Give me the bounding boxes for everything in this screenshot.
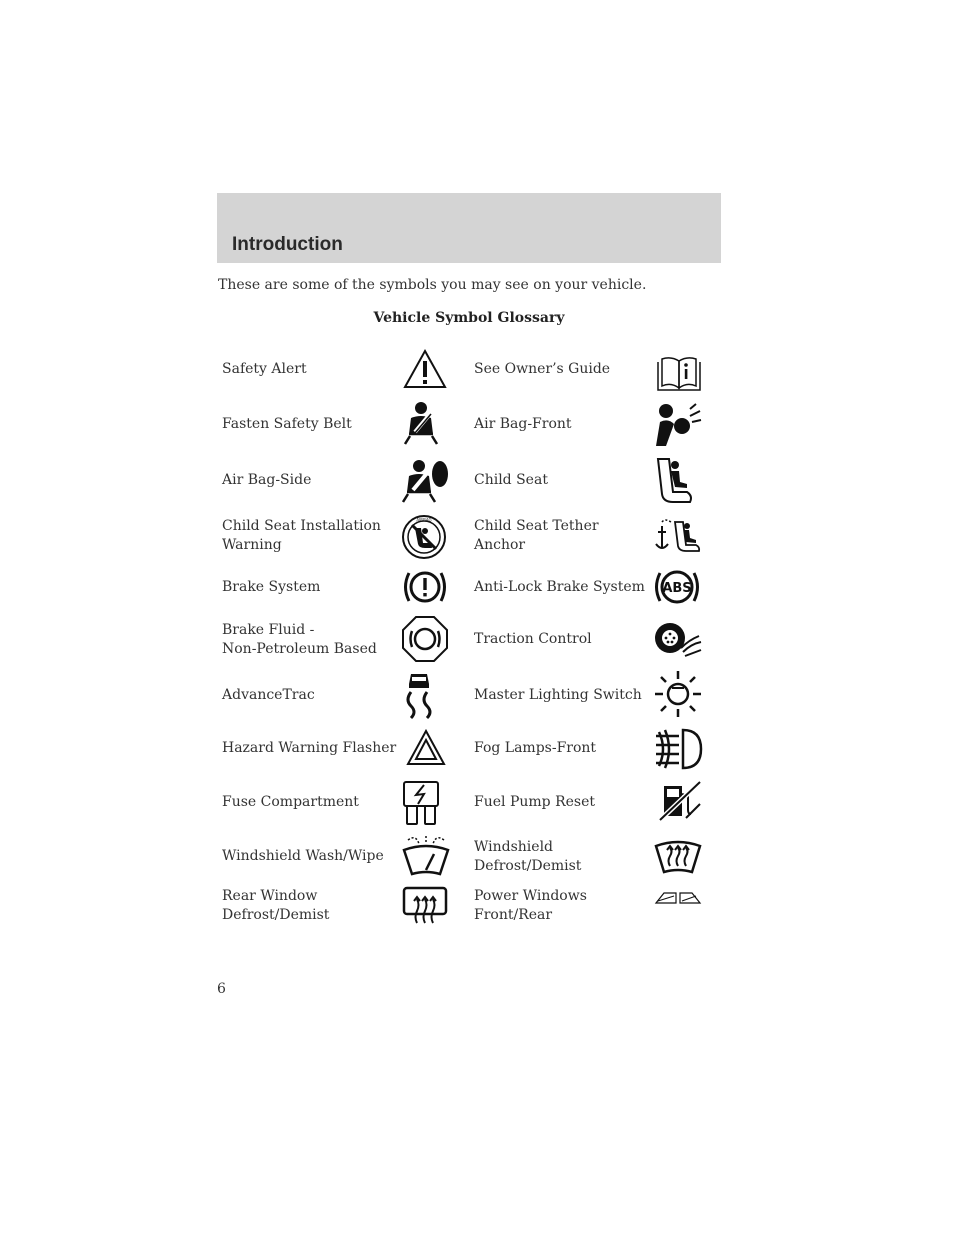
glossary-label: Air Bag-Side [222, 472, 312, 488]
glossary-label: Fuel Pump Reset [474, 794, 595, 810]
windshield-defrost-icon [654, 838, 702, 876]
brake-fluid-icon [401, 615, 449, 663]
glossary-label: Fasten Safety Belt [222, 416, 352, 432]
child-seat-icon [653, 456, 697, 506]
intro-text: These are some of the symbols you may see on your vehicle. [218, 277, 647, 293]
glossary-label: Brake Fluid - Non-Petroleum Based [222, 622, 377, 657]
child-seat-installation-warning-icon [401, 514, 447, 560]
owners-guide-icon [655, 356, 703, 392]
master-lighting-switch-icon [654, 671, 702, 717]
glossary-label: Anti-Lock Brake System [474, 579, 645, 595]
svg-text:AIRBAG: AIRBAG [416, 517, 432, 523]
glossary-label: Windshield Defrost/Demist [474, 839, 582, 874]
advancetrac-icon [403, 670, 435, 720]
air-bag-front-icon [652, 402, 702, 448]
fuse-icon [402, 780, 440, 826]
glossary-label: Fog Lamps-Front [474, 740, 597, 756]
glossary-label: Hazard Warning Flasher [222, 740, 397, 756]
fog-lamps-icon [653, 726, 703, 772]
abs-icon [653, 566, 701, 608]
seat-belt-icon [400, 400, 446, 446]
page-number: 6 [217, 981, 226, 997]
glossary-label: Brake System [222, 579, 321, 595]
power-windows-icon [654, 890, 702, 906]
safety-alert-icon [402, 348, 448, 390]
glossary-label: Power Windows Front/Rear [474, 888, 587, 923]
traction-control-icon [653, 620, 703, 658]
glossary-title: Vehicle Symbol Glossary [373, 310, 565, 326]
brake-system-icon [402, 566, 448, 608]
glossary-label: Rear Window Defrost/Demist [222, 888, 330, 923]
glossary-label: Fuse Compartment [222, 794, 359, 810]
hazard-warning-icon [406, 728, 446, 768]
rear-window-defrost-icon [402, 885, 448, 927]
glossary-label: AdvanceTrac [222, 687, 315, 703]
child-seat-tether-anchor-icon [653, 518, 703, 554]
glossary-label: See Owner’s Guide [474, 361, 611, 377]
glossary-label: Child Seat [474, 472, 548, 488]
glossary-label: Air Bag-Front [474, 416, 572, 432]
windshield-wash-wipe-icon [402, 834, 450, 878]
glossary-label: Child Seat Tether Anchor [474, 518, 599, 553]
glossary-label: Master Lighting Switch [474, 687, 642, 703]
abs-icon-text: ABS [662, 581, 692, 596]
glossary-label: Safety Alert [222, 361, 307, 377]
fuel-pump-reset-icon [656, 780, 702, 822]
glossary-label: Windshield Wash/Wipe [222, 848, 384, 864]
glossary-label: Traction Control [474, 631, 592, 647]
air-bag-side-icon [400, 458, 452, 504]
page-title: Introduction [232, 234, 343, 255]
glossary-label: Child Seat Installation Warning [222, 518, 381, 553]
